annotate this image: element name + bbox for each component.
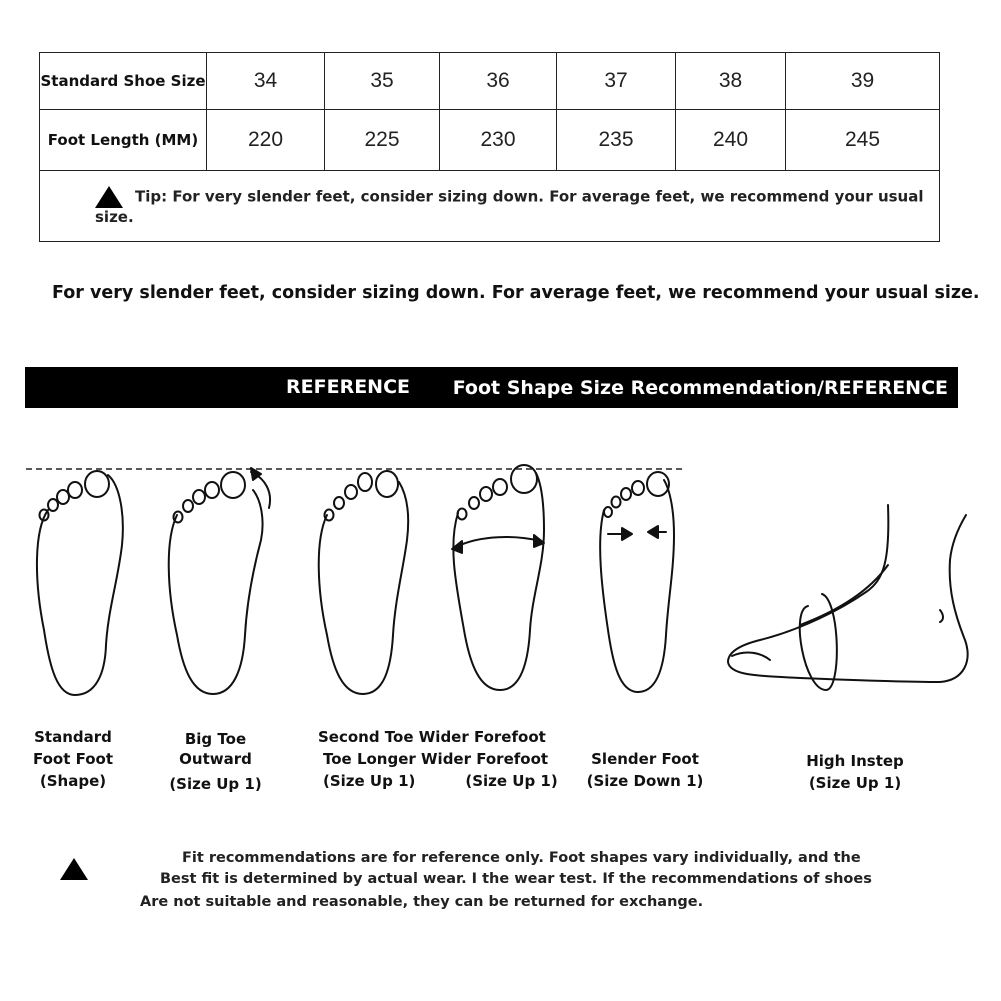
- caption-line: Standard: [34, 728, 112, 746]
- tip-text: Tip: For very slender feet, consider sizing down. For average feet, we recommend your usual size.: [95, 187, 924, 226]
- size-cell: 38: [676, 53, 786, 110]
- size-cell: 39: [786, 53, 940, 110]
- foot-outline-icon: [37, 471, 123, 695]
- note-line: Fit recommendations are for reference only. Foot shapes vary individually, and the: [182, 850, 861, 866]
- caption-line: (Size Up 1): [169, 775, 262, 793]
- size-cell: 36: [440, 53, 557, 110]
- caption-line: (Size Down 1): [586, 772, 704, 790]
- foot-outline-icon: [452, 465, 544, 690]
- size-cell: 37: [557, 53, 676, 110]
- caption-high-instep: [800, 750, 910, 794]
- sizing-advice: For very slender feet, consider sizing down. For average feet, we recommend your usual size.: [52, 283, 980, 303]
- length-cell: 230: [440, 110, 557, 171]
- foot-outline-icon: [319, 471, 408, 694]
- banner-left-label: REFERENCE: [286, 376, 411, 398]
- length-cell: 245: [786, 110, 940, 171]
- note-line: Best fit is determined by actual wear. I the wear test. If the recommendations of shoes: [160, 871, 872, 887]
- caption-line: Toe Longer Wider Forefoot: [323, 750, 549, 768]
- caption-line: Outward: [179, 750, 252, 768]
- caption-second-toe: [318, 726, 558, 792]
- foot-outline-icon: [728, 505, 968, 690]
- caption-big-toe: [168, 729, 263, 794]
- caption-line: Second Toe Wider Forefoot: [318, 728, 546, 746]
- banner-right-label: Foot Shape Size Recommendation/REFERENCE: [452, 377, 948, 399]
- caption-size-up: (Size Up 1): [323, 772, 416, 790]
- fit-disclaimer: [140, 848, 872, 913]
- caption-standard: [28, 726, 118, 792]
- caption-slender: [585, 748, 705, 792]
- length-cell: 225: [325, 110, 440, 171]
- length-cell: 220: [207, 110, 325, 171]
- row-header-shoe-size: Standard Shoe Size: [40, 53, 207, 110]
- caption-line: Big Toe: [184, 730, 247, 748]
- size-cell: 35: [325, 53, 440, 110]
- caption-size-up: (Size Up 1): [465, 772, 558, 790]
- caption-line: High Instep: [806, 752, 904, 770]
- caption-line: Foot Foot: [32, 750, 114, 768]
- warning-triangle-icon: [60, 858, 88, 880]
- length-cell: 240: [676, 110, 786, 171]
- caption-line: (Shape): [39, 772, 107, 790]
- caption-line: (Size Up 1): [808, 774, 902, 792]
- foot-outline-icon: [169, 468, 270, 694]
- foot-outline-icon: [600, 472, 674, 692]
- caption-line: [318, 770, 558, 792]
- row-header-foot-length: Foot Length (MM): [40, 110, 207, 171]
- size-cell: 34: [207, 53, 325, 110]
- note-line: Are not suitable and reasonable, they can be returned for exchange.: [140, 894, 704, 910]
- length-cell: 235: [557, 110, 676, 171]
- caption-line: Slender Foot: [591, 750, 699, 768]
